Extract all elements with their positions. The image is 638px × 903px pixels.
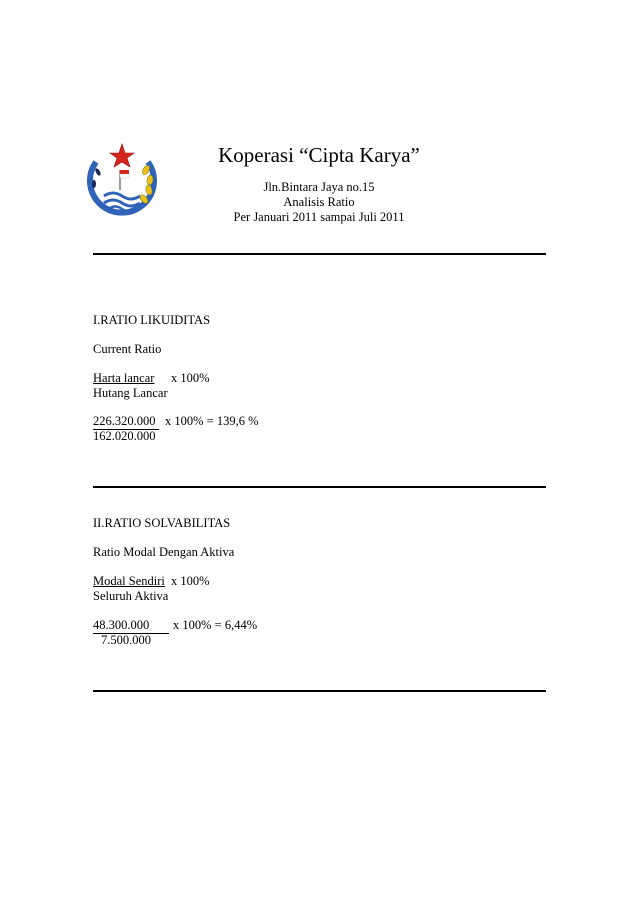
section-heading-solvabilitas: II.RATIO SOLVABILITAS: [93, 516, 231, 530]
divider-line: [93, 690, 546, 692]
calc-denominator: 162.020.000: [93, 429, 156, 443]
formula-numerator-text: Harta lancar: [93, 371, 155, 385]
calc-numerator-row: [93, 618, 257, 633]
ratio-name-modal: Ratio Modal Dengan Aktiva: [93, 545, 235, 559]
calc-result: x 100% = 139,6 %: [165, 414, 259, 428]
calc-numerator-row: [93, 414, 259, 429]
report-period: Per Januari 2011 sampai Juli 2011: [233, 210, 405, 224]
divider-line: [93, 253, 546, 255]
formula-multiplier: x 100%: [171, 371, 210, 385]
formula-numerator: [93, 574, 210, 589]
divider-line: [93, 486, 546, 488]
organization-address: Jln.Bintara Jaya no.15: [263, 180, 375, 194]
ratio-name-current: Current Ratio: [93, 342, 162, 356]
calc-result: x 100% = 6,44%: [173, 618, 258, 632]
formula-numerator-text: Modal Sendiri: [93, 574, 165, 588]
formula-numerator: [93, 371, 210, 386]
formula-denominator: Hutang Lancar: [93, 386, 168, 400]
calc-numerator: 48.300.000: [93, 618, 150, 632]
report-title: Analisis Ratio: [283, 195, 355, 209]
section-heading-likuiditas: I.RATIO LIKUIDITAS: [93, 313, 211, 327]
calc-denominator: 7.500.000: [101, 633, 151, 647]
calc-numerator: 226.320.000: [93, 414, 156, 428]
formula-multiplier: x 100%: [171, 574, 210, 588]
organization-name: Koperasi “Cipta Karya”: [218, 143, 420, 167]
formula-denominator: Seluruh Aktiva: [93, 589, 169, 603]
